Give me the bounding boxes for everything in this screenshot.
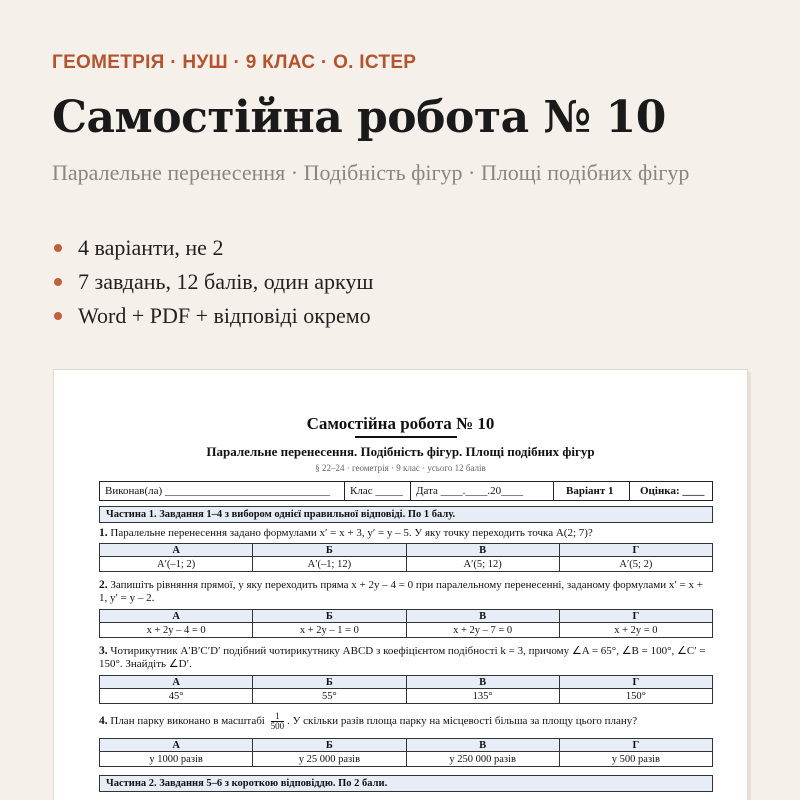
answer-option: 135°	[406, 689, 559, 704]
answer-header: Г	[559, 610, 712, 623]
answer-header: Б	[253, 610, 406, 623]
answer-option: A′(–1; 12)	[253, 557, 406, 572]
answer-header: Г	[559, 544, 712, 557]
answer-option: x + 2y – 4 = 0	[100, 623, 253, 638]
answer-header: В	[406, 676, 559, 689]
answer-header: А	[100, 544, 253, 557]
answer-header: Б	[253, 739, 406, 752]
series-kicker: ГЕОМЕТРІЯ · НУШ · 9 КЛАС · О. ІСТЕР	[52, 52, 417, 73]
answer-header: А	[100, 739, 253, 752]
answer-option: у 500 разів	[559, 752, 712, 767]
question-4: 4. План парку виконано в масштабі $\frac{1}{500}$ . У скільки разів площа парку на місцевості більша за площу цього плану?	[99, 711, 638, 731]
feature-list	[52, 231, 373, 333]
answer-option: A′(–1; 2)	[100, 557, 253, 572]
bullet-dot-icon	[54, 278, 62, 286]
answer-header: В	[406, 544, 559, 557]
class-field: Клас _____	[344, 481, 411, 501]
page-title: Самостійна робота № 10	[52, 92, 666, 143]
feature-item: Word + PDF + відповіді окремо	[52, 299, 373, 333]
part-1-heading: Частина 1. Завдання 1–4 з вибором однієї правильної відповіді. По 1 балу.	[99, 506, 713, 523]
feature-item: 4 варіанти, не 2	[52, 231, 373, 265]
answer-header: В	[406, 610, 559, 623]
answer-option: x + 2y – 7 = 0	[406, 623, 559, 638]
variant-label: Варіант 1	[553, 481, 630, 501]
page-subtitle: Паралельне перенесення · Подібність фігур · Площі подібних фігур	[52, 160, 690, 185]
answer-header: В	[406, 739, 559, 752]
answer-option: у 1000 разів	[100, 752, 253, 767]
answer-header: Б	[253, 544, 406, 557]
worksheet-subtitle: Паралельне перенесення. Подібність фігур. Площі подібних фігур	[206, 444, 595, 459]
answer-header: Б	[253, 676, 406, 689]
worksheet-meta: § 22–24 · геометрія · 9 клас · усього 12 балів	[315, 463, 486, 473]
answer-option: A′(5; 2)	[559, 557, 712, 572]
answer-header: А	[100, 610, 253, 623]
question-1: 1. Паралельне перенесення задано формулами x′ = x + 3, y′ = y – 5. У яку точку переходить точка A(2; 7)?	[99, 527, 593, 539]
worksheet-preview	[53, 369, 748, 800]
worksheet-title: Самостійна робота № 10	[306, 414, 495, 433]
answer-option: 45°	[100, 689, 253, 704]
answer-header: Г	[559, 739, 712, 752]
question-3: 3. Чотирикутник A′B′C′D′ подібний чотирикутнику ABCD з коефіцієнтом подібності k = 3, причому ∠A = 65°, ∠B = 100°, ∠C′ = 150°. Знайдіть ∠D′.	[99, 645, 706, 670]
answer-option: 150°	[559, 689, 712, 704]
answer-table-4	[99, 738, 713, 767]
date-field: Дата ____.____.20____	[410, 481, 554, 501]
answer-option: у 250 000 разів	[406, 752, 559, 767]
answer-table-2	[99, 609, 713, 638]
bullet-dot-icon	[54, 312, 62, 320]
question-2: 2. Запишіть рівняння прямої, у яку переходить пряма x + 2y – 4 = 0 при паралельному перенесенні, заданому формулами x′ = x + 1, y′ = y – 2.	[99, 579, 703, 604]
answer-table-3	[99, 675, 713, 704]
answer-header: Г	[559, 676, 712, 689]
feature-item: 7 завдань, 12 балів, один аркуш	[52, 265, 373, 299]
answer-header: А	[100, 676, 253, 689]
title-underline	[355, 436, 457, 438]
performer-field: Виконав(ла) ______________________________	[99, 481, 345, 501]
answer-option: 55°	[253, 689, 406, 704]
answer-option: у 25 000 разів	[253, 752, 406, 767]
grade-field: Оцінка: ____	[629, 481, 713, 501]
scale-fraction: $\frac{1}{500}$	[270, 711, 285, 731]
answer-option: x + 2y – 1 = 0	[253, 623, 406, 638]
answer-option: x + 2y = 0	[559, 623, 712, 638]
answer-table-1	[99, 543, 713, 572]
bullet-dot-icon	[54, 244, 62, 252]
part-2-heading: Частина 2. Завдання 5–6 з короткою відповіддю. По 2 бали.	[99, 775, 713, 792]
answer-option: A′(5; 12)	[406, 557, 559, 572]
